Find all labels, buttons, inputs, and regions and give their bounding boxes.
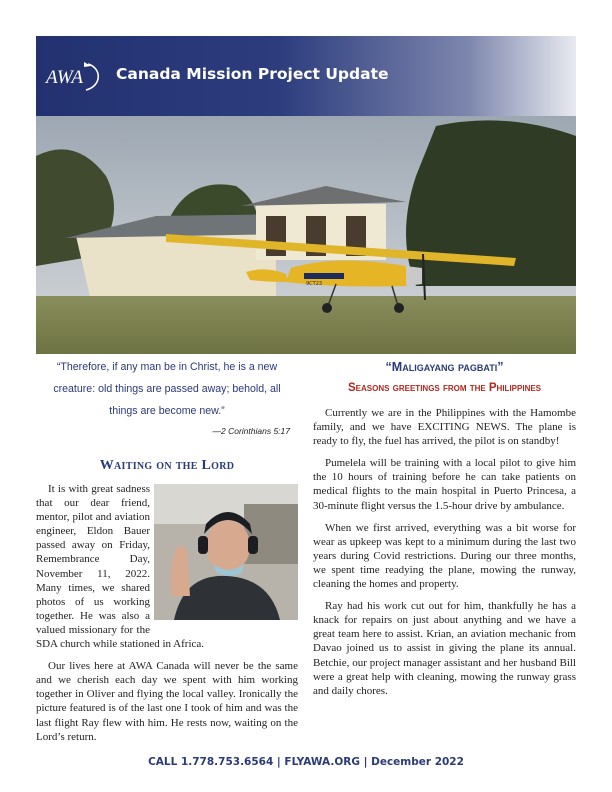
- footer-contact: CALL 1.778.753.6564 | FLYAWA.ORG | December 2022: [148, 756, 464, 768]
- left-column: [36, 356, 298, 752]
- header-banner: [36, 36, 576, 116]
- paragraph: Currently we are in the Philippines with the Hamombe family, and we have EXCITING NEWS. The plane is ready to fly, the fuel has arrived, the pilot is on standby!: [313, 407, 576, 448]
- paragraph: It is with great sadness that our dear friend, mentor, pilot and aviation engineer, Eldon Bauer passed away on Friday, Remembrance Day, November 11, 2022. Many times, we shared photos of us working together. He was also a valued missionary for the SDA church while stationed in Africa.: [36, 483, 205, 651]
- awa-logo: [44, 58, 104, 94]
- paragraph: Pumelela will be training with a local pilot to give him the 10 hours of training before he can take patients on medical flights to the main hospital in Puerto Princesa, a 30-minute flight versus the 1.5-hour drive by ambulance.: [313, 457, 576, 512]
- scripture-quote: “Therefore, if any man be in Christ, he is a new creature: old things are passed away; behold, all things are become new.”: [53, 361, 281, 417]
- paragraph: Our lives here at AWA Canada will never be the same and we cherish each day we spent with him working together in Oliver and flying the local valley. Ironically the picture featured is of the last one I took of him and was the last flight Ray flew with him. He rests now, waiting on the Lord’s return.: [36, 660, 298, 743]
- greeting-title: “Maligayang pagbati”: [385, 360, 504, 374]
- paragraph: Ray had his work cut out for him, thankfully he has a knack for repairs on just about anything and we have a great team here to assist. Krian, an aviation mechanic from Davao joined us to assist in giving the plane its annual. Betchie, our project manager assistant and her husband Bill were a great help with cleaning, mowing the runway grass and daily chores.: [313, 600, 576, 697]
- greeting-subtitle: Seasons greetings from the Philippines: [347, 382, 542, 394]
- paragraph: When we first arrived, everything was a bit worse for wear as upkeep was kept to a minimum during the last two years during Covid restrictions. During our three months, we spent time readying the plane, mowing the runway, cleaning the homes and property.: [313, 521, 576, 591]
- svg-text:AWA: AWA: [46, 67, 84, 88]
- pilot-photo: [154, 484, 298, 620]
- section-heading-waiting: Waiting on the Lord: [99, 458, 235, 473]
- scripture-reference: —2 Corinthians 5:17: [212, 426, 290, 436]
- airplane-photo: [36, 116, 576, 354]
- page-title: Canada Mission Project Update: [116, 65, 389, 83]
- right-column: [313, 356, 576, 706]
- svg-text:9CT23: 9CT23: [306, 281, 323, 287]
